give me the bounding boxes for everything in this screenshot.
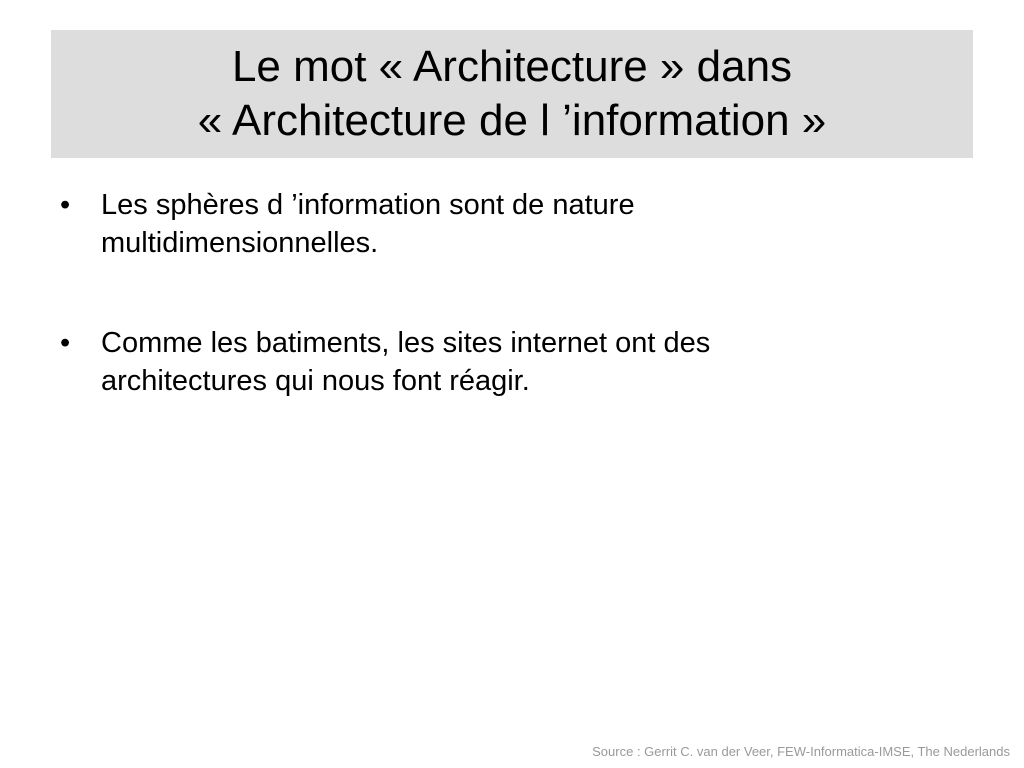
bullet-list	[60, 186, 960, 462]
bullet-dot-icon: •	[60, 327, 71, 359]
bullet-text-line: Comme les batiments, les sites internet ont des	[101, 327, 711, 359]
bullet-item	[60, 324, 960, 400]
slide-title-line-2: « Architecture de l ’information »	[197, 96, 827, 145]
bullet-text-line: Les sphères d ’information sont de nature	[101, 189, 635, 221]
bullet-dot-icon: •	[60, 189, 71, 221]
title-band	[51, 30, 973, 158]
bullet-text-line: architectures qui nous font réagir.	[101, 365, 530, 397]
bullet-text-line: multidimensionnelles.	[101, 227, 379, 259]
source-credit: Source : Gerrit C. van der Veer, FEW-Informatica-IMSE, The Nederlands	[592, 744, 1010, 759]
slide-title-line-1: Le mot « Architecture » dans	[231, 42, 793, 91]
bullet-item	[60, 186, 960, 262]
